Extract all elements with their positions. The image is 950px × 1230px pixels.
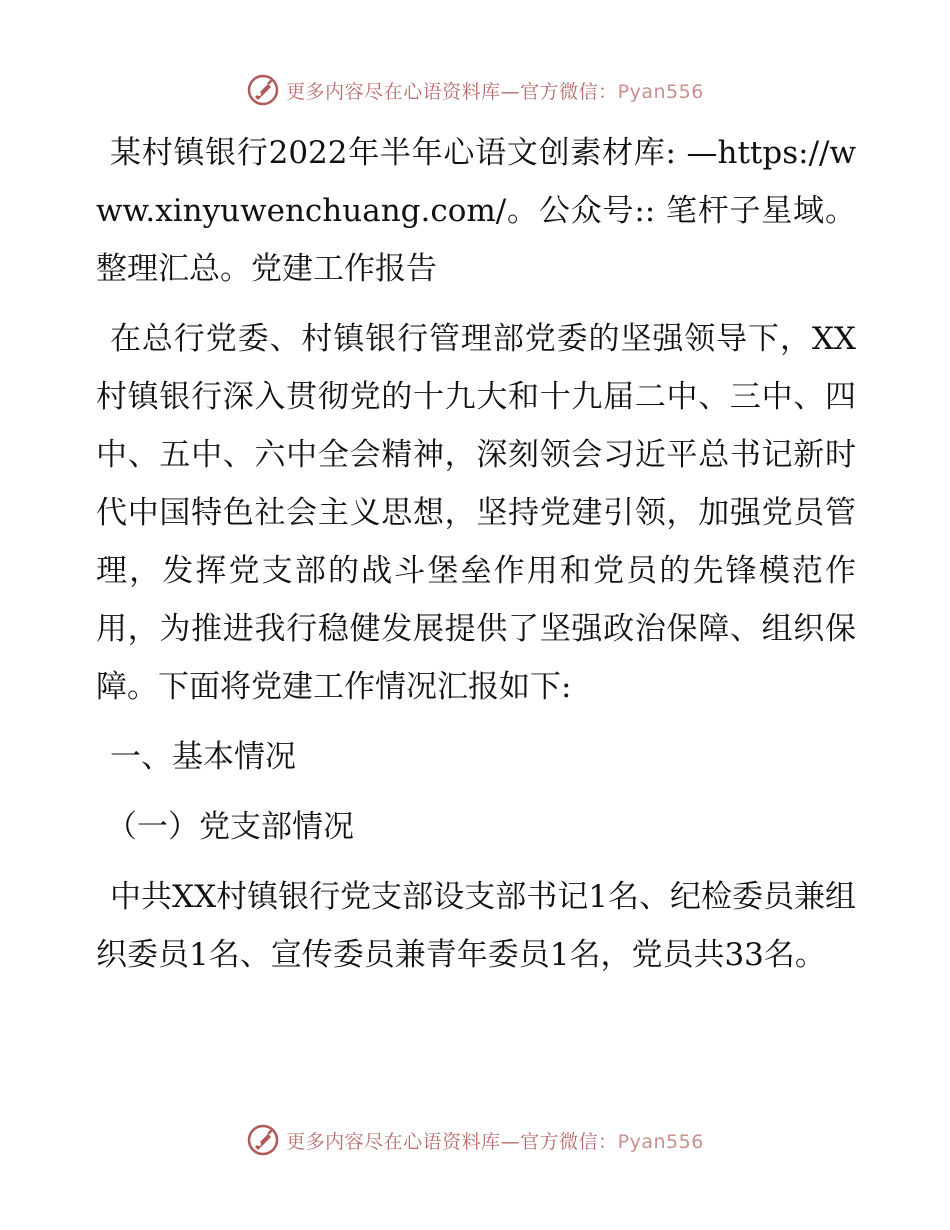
section-heading-basic-info: 一、基本情况 [110,739,296,775]
subsection-heading-party-branch: （一）党支部情况 [106,809,354,845]
wechat-id: Pyan556 [617,1130,704,1153]
branch-info-paragraph: 中共XX村镇银行党支部设支部书记1名、纪检委员兼组织委员1名、宣传委员兼青年委员1名，党员共33名。 [96,879,856,973]
footer-watermark-banner [0,1118,950,1162]
wechat-id: Pyan556 [617,80,704,103]
document-title-block: 某村镇银行2022年半年心语文创素材库: —https://www.xinyuwenchuang.com/。公众号:: 笔杆子星域。整理汇总。党建工作报告 [96,135,856,287]
intro-paragraph: 在总行党委、村镇银行管理部党委的坚强领导下，XX村镇银行深入贯彻党的十九大和十九届二中、三中、四中、五中、六中全会精神，深刻领会习近平总书记新时代中国特色社会主义思想，坚持党建引领，加强党员管理，发挥党支部的战斗堡垒作用和党员的先锋模范作用，为推进我行稳健发展提供了坚强政治保障、组织保障。下面将党建工作情况汇报如下: [96,321,856,705]
watermark-text: 更多内容尽在心语资料库—官方微信：Pyan556 [286,1130,704,1153]
pen-logo-icon [246,73,280,107]
document-body [96,124,856,984]
watermark-text: 更多内容尽在心语资料库—官方微信：Pyan556 [286,80,704,103]
pen-logo-icon [246,1123,280,1157]
header-watermark-banner [0,68,950,112]
